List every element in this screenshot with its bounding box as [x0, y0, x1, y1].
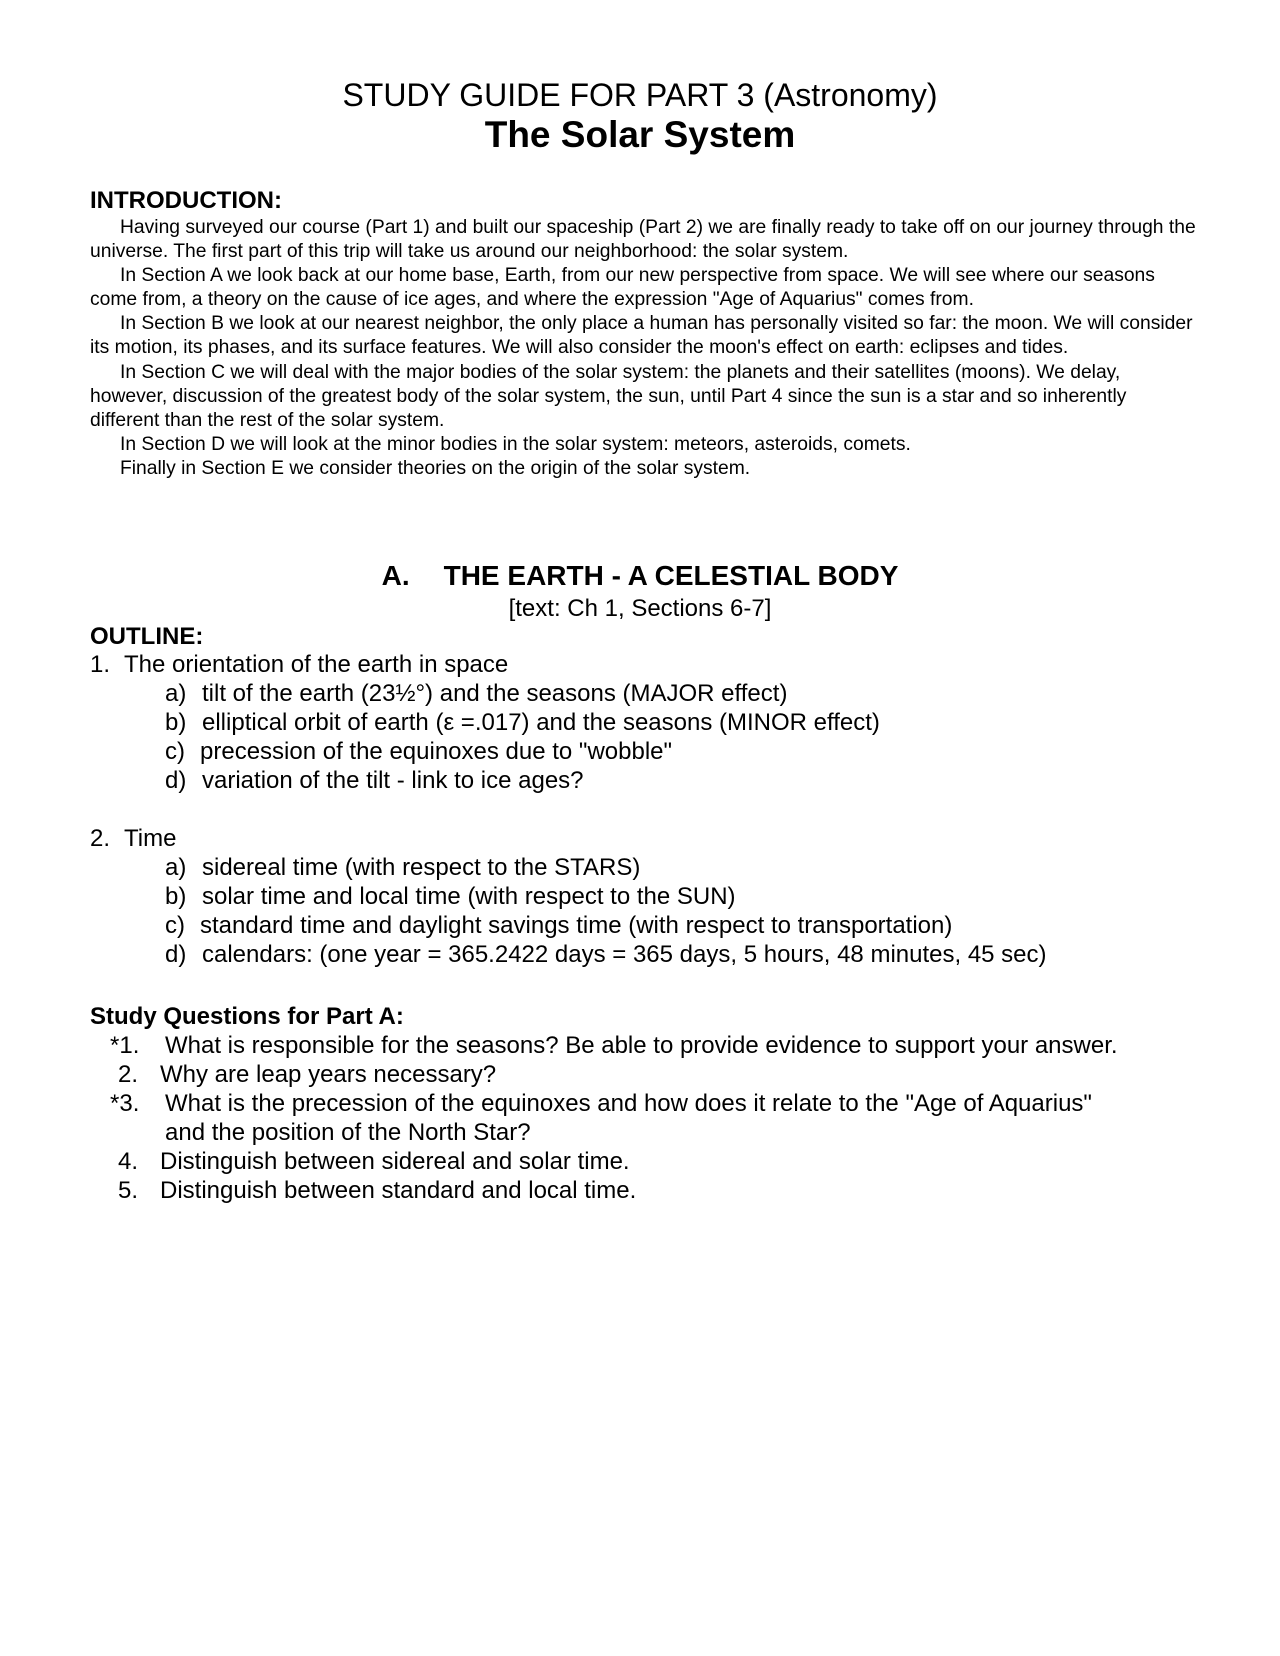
outline-subitem-text: solar time and local time (with respect to the SUN): [202, 883, 736, 910]
outline-subitem-text: standard time and daylight savings time (with respect to transportation): [200, 912, 953, 939]
outline-subitem-label: a): [165, 854, 187, 881]
intro-paragraph: Having surveyed our course (Part 1) and built our spaceship (Part 2) we are finally ready to take off on our journey through the universe. The first part of this trip will take us around our neighborhood: the solar system.: [90, 217, 1196, 263]
section-letter: A.: [381, 560, 410, 591]
question-number: *1.: [110, 1032, 140, 1059]
outline-subitem-label: c): [165, 912, 185, 939]
outline-heading: OUTLINE:: [90, 623, 204, 650]
question-number: 5.: [118, 1177, 139, 1204]
outline-subitem-label: d): [165, 941, 187, 968]
intro-heading: INTRODUCTION:: [90, 187, 282, 214]
question-text: Distinguish between sidereal and solar time.: [160, 1148, 630, 1175]
outline-subitem-text: tilt of the earth (23½°) and the seasons (MAJOR effect): [202, 680, 788, 707]
question-number: *3.: [110, 1090, 140, 1117]
outline-subitem-text: elliptical orbit of earth (ε =.017) and the seasons (MINOR effect): [202, 709, 880, 736]
document-subtitle: The Solar System: [484, 114, 796, 155]
section-text-reference: [text: Ch 1, Sections 6-7]: [508, 595, 772, 622]
outline-subitem-label: d): [165, 767, 187, 794]
outline-subitem-label: c): [165, 738, 185, 765]
question-text: Why are leap years necessary?: [160, 1061, 497, 1088]
outline-subitem-label: b): [165, 709, 187, 736]
question-text: Distinguish between standard and local time.: [160, 1177, 637, 1204]
question-text-continuation: and the position of the North Star?: [165, 1119, 531, 1146]
intro-paragraph: In Section A we look back at our home base, Earth, from our new perspective from space. We will see where our seasons come from, a theory on the cause of ice ages, and where the expression "Age of Aquarius" comes from.: [90, 265, 1155, 311]
intro-paragraph: In Section C we will deal with the major bodies of the solar system: the planets and their satellites (moons). We delay, however, discussion of the greatest body of the solar system, the sun, until Part 4 since the sun is a star and so inherently different than the rest of the solar system.: [90, 361, 1127, 431]
intro-paragraph: Finally in Section E we consider theories on the origin of the solar system.: [120, 457, 751, 479]
outline-subitem-label: a): [165, 680, 187, 707]
outline-subitem-text: variation of the tilt - link to ice ages?: [202, 767, 584, 794]
question-text: What is the precession of the equinoxes and how does it relate to the "Age of Aquarius": [165, 1090, 1092, 1117]
outline-subitem-label: b): [165, 883, 187, 910]
document-title: STUDY GUIDE FOR PART 3 (Astronomy): [342, 77, 938, 113]
question-number: 2.: [118, 1061, 139, 1088]
section-heading: [0, 560, 1280, 592]
outline-item-number: 2.: [90, 825, 111, 852]
question-text: What is responsible for the seasons? Be able to provide evidence to support your answer.: [165, 1032, 1118, 1059]
intro-paragraph: In Section B we look at our nearest neighbor, the only place a human has personally visited so far: the moon. We will consider its motion, its phases, and its surface features. We will also consider the moon's effect on earth: eclipses and tides.: [90, 313, 1193, 359]
outline-subitem-text: calendars: (one year = 365.2422 days = 365 days, 5 hours, 48 minutes, 45 sec): [202, 941, 1047, 968]
question-number: 4.: [118, 1148, 139, 1175]
intro-paragraph: In Section D we will look at the minor bodies in the solar system: meteors, asteroids, comets.: [120, 433, 911, 455]
outline-item-text: Time: [124, 825, 177, 852]
study-questions-heading: Study Questions for Part A:: [90, 1003, 404, 1030]
section-title: THE EARTH - A CELESTIAL BODY: [443, 560, 899, 591]
outline-item-number: 1.: [90, 651, 111, 678]
outline-subitem-text: sidereal time (with respect to the STARS): [202, 854, 641, 881]
outline-subitem-text: precession of the equinoxes due to "wobble": [200, 738, 673, 765]
intro-body: [90, 216, 1200, 481]
outline-item-text: The orientation of the earth in space: [124, 651, 509, 678]
